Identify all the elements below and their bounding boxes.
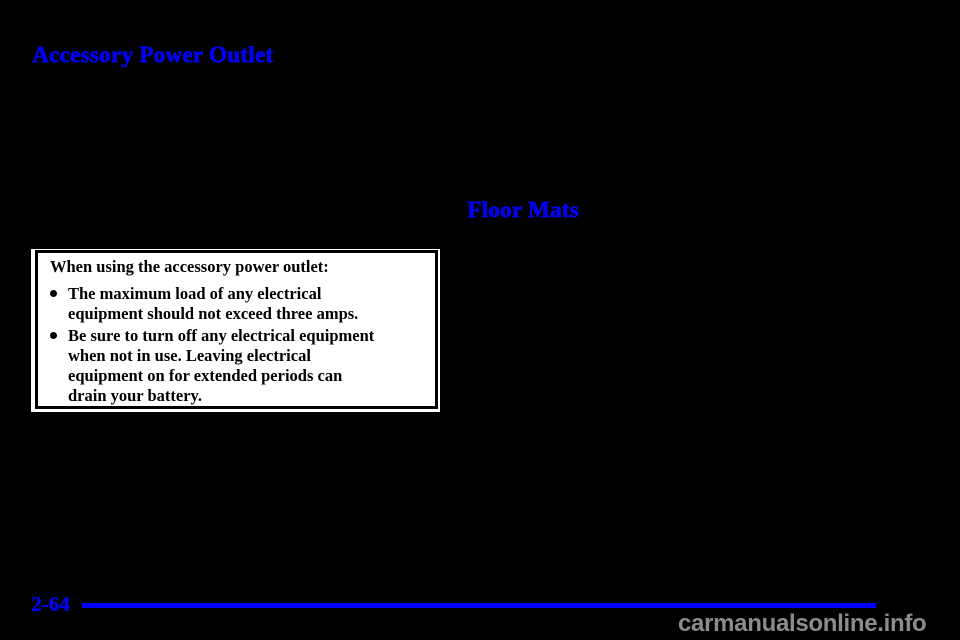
notice-bullet-2-text bbox=[68, 326, 374, 406]
bullet-icon bbox=[50, 290, 57, 297]
notice-bullet-2-line-2: when not in use. Leaving electrical bbox=[68, 346, 311, 365]
notice-bullet-item-2 bbox=[50, 326, 421, 406]
watermark-text: carmanualsonline.info bbox=[678, 610, 927, 637]
notice-bullet-1-text bbox=[68, 284, 358, 324]
page-number: 2-64 bbox=[31, 592, 70, 616]
notice-bullet-2-line-4: drain your battery. bbox=[68, 386, 202, 405]
section-heading-floor-mats: Floor Mats bbox=[467, 197, 579, 222]
footer-rule bbox=[82, 603, 876, 608]
notice-bullet-item-1 bbox=[50, 284, 421, 324]
notice-bullet-1-line-1: The maximum load of any electrical bbox=[68, 284, 322, 303]
notice-box-frame bbox=[35, 250, 438, 409]
notice-bullet-2-line-3: equipment on for extended periods can bbox=[68, 366, 343, 385]
bullet-icon bbox=[50, 332, 57, 339]
notice-box bbox=[31, 249, 440, 412]
section-heading-accessory-power-outlet: Accessory Power Outlet bbox=[32, 42, 274, 67]
notice-bullet-2-line-1: Be sure to turn off any electrical equipment bbox=[68, 326, 375, 345]
notice-bullet-1-line-2: equipment should not exceed three amps. bbox=[68, 304, 359, 323]
notice-header: When using the accessory power outlet: bbox=[50, 257, 329, 276]
